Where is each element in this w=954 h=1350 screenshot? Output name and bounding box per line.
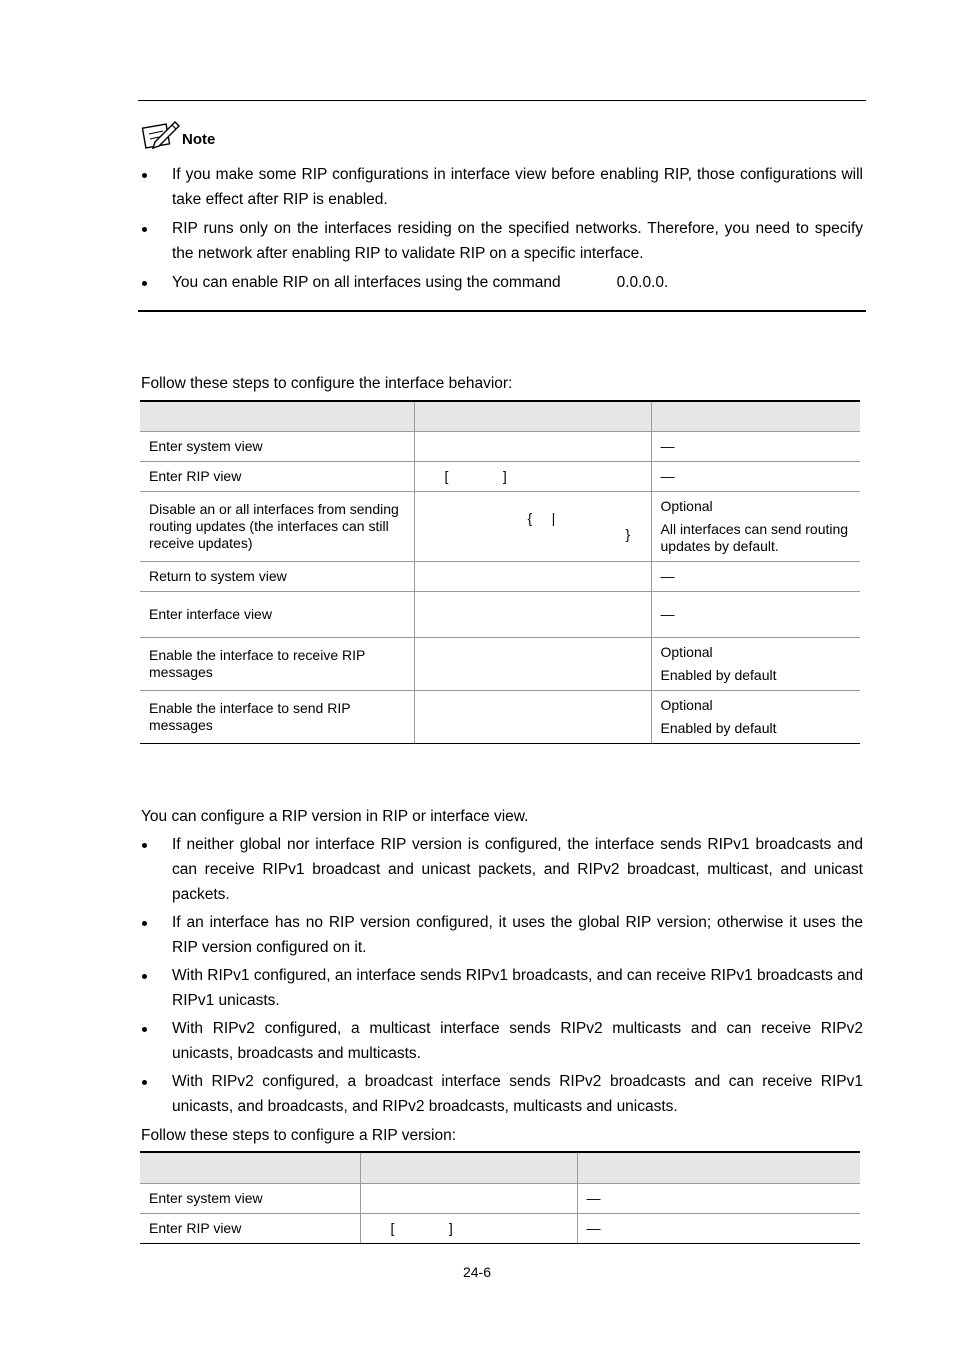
remarks-cell — [651, 491, 860, 561]
note-item: If you make some RIP configurations in interface view before enabling RIP, those configurations will take effect after RIP is enabled. — [141, 162, 863, 212]
remark-line: Optional — [660, 696, 713, 713]
remarks-cell: — — [651, 561, 860, 591]
command-text: { | — [527, 509, 556, 526]
remark-line: Optional — [660, 643, 713, 660]
table-row — [140, 561, 860, 591]
task-cell: Enter RIP view — [140, 1213, 360, 1243]
command-cell — [414, 591, 651, 637]
header-rule — [138, 100, 866, 101]
task-cell: Enter interface view — [140, 591, 414, 637]
note-bottom-rule — [138, 310, 866, 312]
command-cell — [360, 1213, 577, 1243]
command-cell — [414, 690, 651, 743]
rip-version-item: With RIPv2 configured, a multicast interface sends RIPv2 multicasts and can receive RIPv2 unicasts, broadcasts and multicasts. — [141, 1016, 863, 1066]
command-text: } — [625, 525, 631, 542]
remarks-cell: — — [651, 431, 860, 461]
interface-behavior-intro: Follow these steps to configure the interface behavior: — [141, 375, 513, 392]
rip-version-intro: You can configure a RIP version in RIP or interface view. — [141, 808, 529, 825]
task-cell: Return to system view — [140, 561, 414, 591]
header-cell — [140, 401, 414, 431]
task-cell: Enter RIP view — [140, 461, 414, 491]
table-header-row — [140, 1152, 860, 1183]
interface-behavior-table — [140, 400, 860, 744]
task-cell: Disable an or all interfaces from sending routing updates (the interfaces can still receive updates) — [140, 491, 414, 561]
note-list — [141, 162, 863, 295]
table-row — [140, 637, 860, 690]
remarks-cell — [651, 637, 860, 690]
remark-line: All interfaces can send routing updates by default. — [660, 520, 849, 554]
rip-version-steps-intro: Follow these steps to configure a RIP version: — [141, 1127, 457, 1144]
rip-version-item: With RIPv2 configured, a broadcast interface sends RIPv2 broadcasts and can receive RIPv1 unicasts, and broadcasts, and RIPv2 broadcasts, multicasts and unicasts. — [141, 1069, 863, 1119]
header-cell — [651, 401, 860, 431]
table-row — [140, 1183, 860, 1213]
table-row — [140, 690, 860, 743]
page-number: 24-6 — [462, 1264, 492, 1280]
table-row — [140, 591, 860, 637]
remark-line: Optional — [660, 497, 713, 514]
task-cell: Enter system view — [140, 431, 414, 461]
note-item: RIP runs only on the interfaces residing on the specified networks. Therefore, you need to specify the network after enabling RIP to validate RIP on a specific interface. — [141, 216, 863, 266]
command-cell — [414, 561, 651, 591]
rip-version-list — [141, 832, 863, 1119]
remarks-cell: — — [651, 461, 860, 491]
command-text: [ ] — [444, 467, 507, 484]
table-row — [140, 1213, 860, 1243]
command-text: [ ] — [390, 1219, 453, 1236]
header-cell — [140, 1152, 360, 1183]
table-row — [140, 491, 860, 561]
header-cell — [577, 1152, 860, 1183]
table-header-row — [140, 401, 860, 431]
task-cell: Enter system view — [140, 1183, 360, 1213]
note-pencil-icon — [141, 118, 181, 150]
command-cell — [414, 637, 651, 690]
command-cell — [414, 431, 651, 461]
task-cell: Enable the interface to send RIP messages — [140, 690, 414, 743]
remark-line: Enabled by default — [660, 719, 777, 736]
remarks-cell: — — [577, 1183, 860, 1213]
rip-version-table — [140, 1151, 860, 1244]
remark-line: Enabled by default — [660, 666, 777, 683]
rip-version-item: With RIPv1 configured, an interface sends RIPv1 broadcasts, and can receive RIPv1 broadcasts and RIPv1 unicasts. — [141, 963, 863, 1013]
rip-version-item: If neither global nor interface RIP version is configured, the interface sends RIPv1 broadcasts and can receive RIPv1 broadcast and unicast packets, and RIPv2 broadcast, multicast, and unicast packets. — [141, 832, 863, 907]
note-item: You can enable RIP on all interfaces using the command 0.0.0.0. — [141, 270, 863, 295]
remarks-cell: — — [577, 1213, 860, 1243]
rip-version-item: If an interface has no RIP version configured, it uses the global RIP version; otherwise it uses the RIP version configured on it. — [141, 910, 863, 960]
command-cell — [414, 461, 651, 491]
header-cell — [360, 1152, 577, 1183]
remarks-cell: — — [651, 591, 860, 637]
remarks-cell — [651, 690, 860, 743]
command-cell — [414, 491, 651, 561]
task-cell: Enable the interface to receive RIP messages — [140, 637, 414, 690]
table-row — [140, 431, 860, 461]
command-cell — [360, 1183, 577, 1213]
header-cell — [414, 401, 651, 431]
note-label: Note — [182, 131, 216, 148]
table-row — [140, 461, 860, 491]
